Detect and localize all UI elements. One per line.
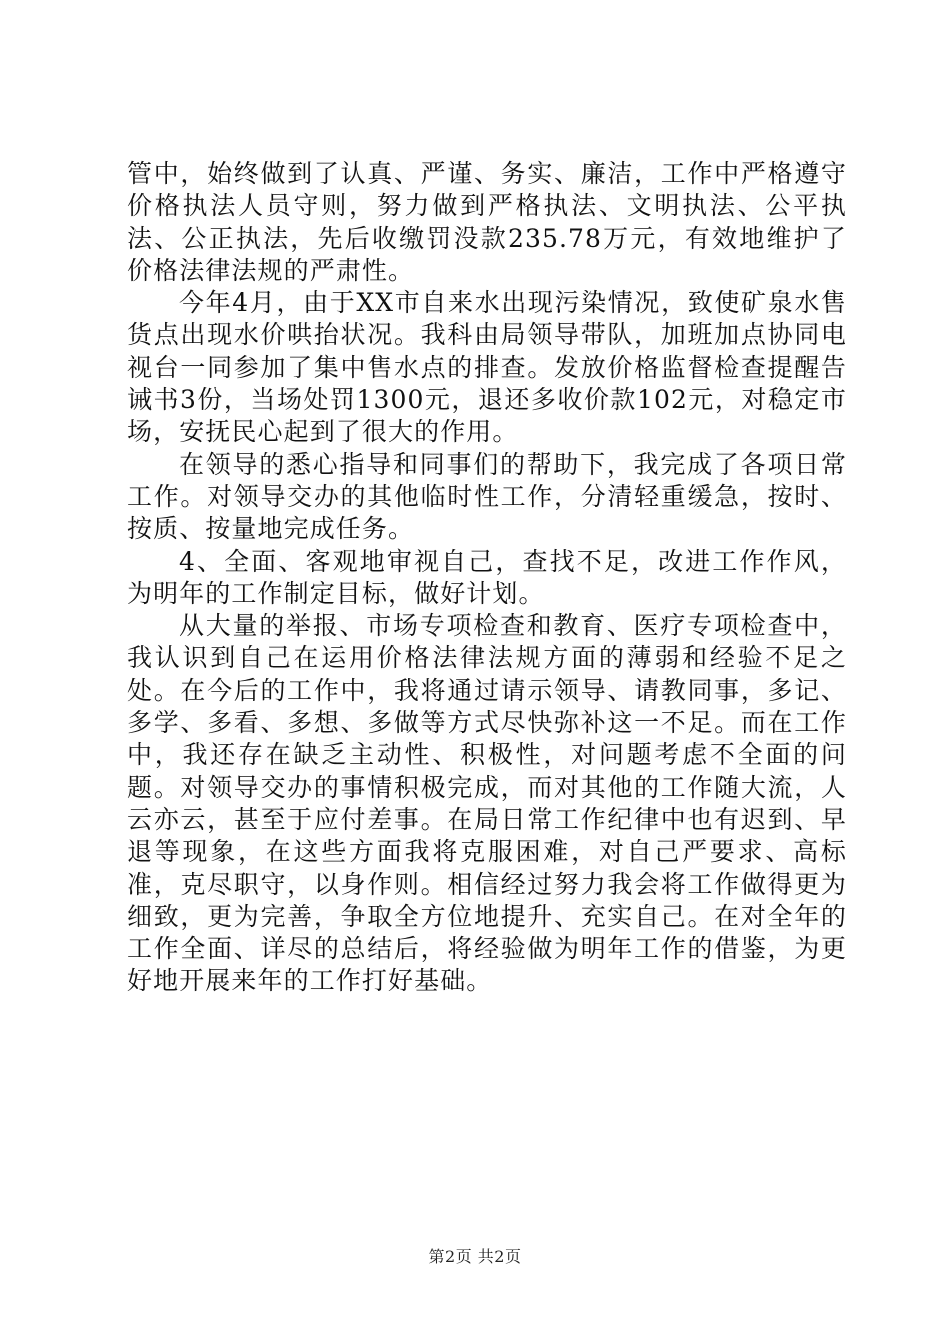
paragraph-self-review: 从大量的举报、市场专项检查和教育、医疗专项检查中，我认识到自己在运用价格法律法规方面的薄弱和经验不足之处。在今后的工作中，我将通过请示领导、请教同事，多记、多学、多看、多想、多做等方式尽快弥补这一不足。而在工作中，我还存在缺乏主动性、积极性，对问题考虑不全面的问题。对领导交办的事情积极完成，而对其他的工作随大流，人云亦云，甚至于应付差事。在局日常工作纪律中也有迟到、早退等现象，在这些方面我将克服困难，对自己严要求、高标准，克尽职守，以身作则。相信经过努力我会将工作做得更为细致，更为完善，争取全方位地提升、充实自己。在对全年的工作全面、详尽的总结后，将经验做为明年工作的借鉴，为更好地开展来年的工作打好基础。 bbox=[127, 611, 847, 996]
document-body bbox=[127, 158, 847, 998]
paragraph-continuation: 管中，始终做到了认真、严谨、务实、廉洁，工作中严格遵守价格执法人员守则，努力做到严格执法、文明执法、公平执法、公正执法，先后收缴罚没款235.78万元，有效地维护了价格法律法规的严肃性。 bbox=[127, 159, 847, 285]
paragraph-water-pollution: 今年4月，由于XX市自来水出现污染情况，致使矿泉水售货点出现水价哄抬状况。我科由局领导带队，加班加点协同电视台一同参加了集中售水点的排查。发放价格监督检查提醒告诫书3份，当场处罚1300元，退还多收价款102元，对稳定市场，安抚民心起到了很大的作用。 bbox=[127, 288, 847, 447]
page-number-footer: 第2页 共2页 bbox=[428, 1247, 522, 1266]
paragraph-section-4: 4、全面、客观地审视自己，查找不足，改进工作作风，为明年的工作制定目标，做好计划。 bbox=[127, 546, 847, 608]
paragraph-daily-work: 在领导的悉心指导和同事们的帮助下，我完成了各项日常工作。对领导交办的其他临时性工作，分清轻重缓急，按时、按质、按量地完成任务。 bbox=[127, 449, 847, 544]
